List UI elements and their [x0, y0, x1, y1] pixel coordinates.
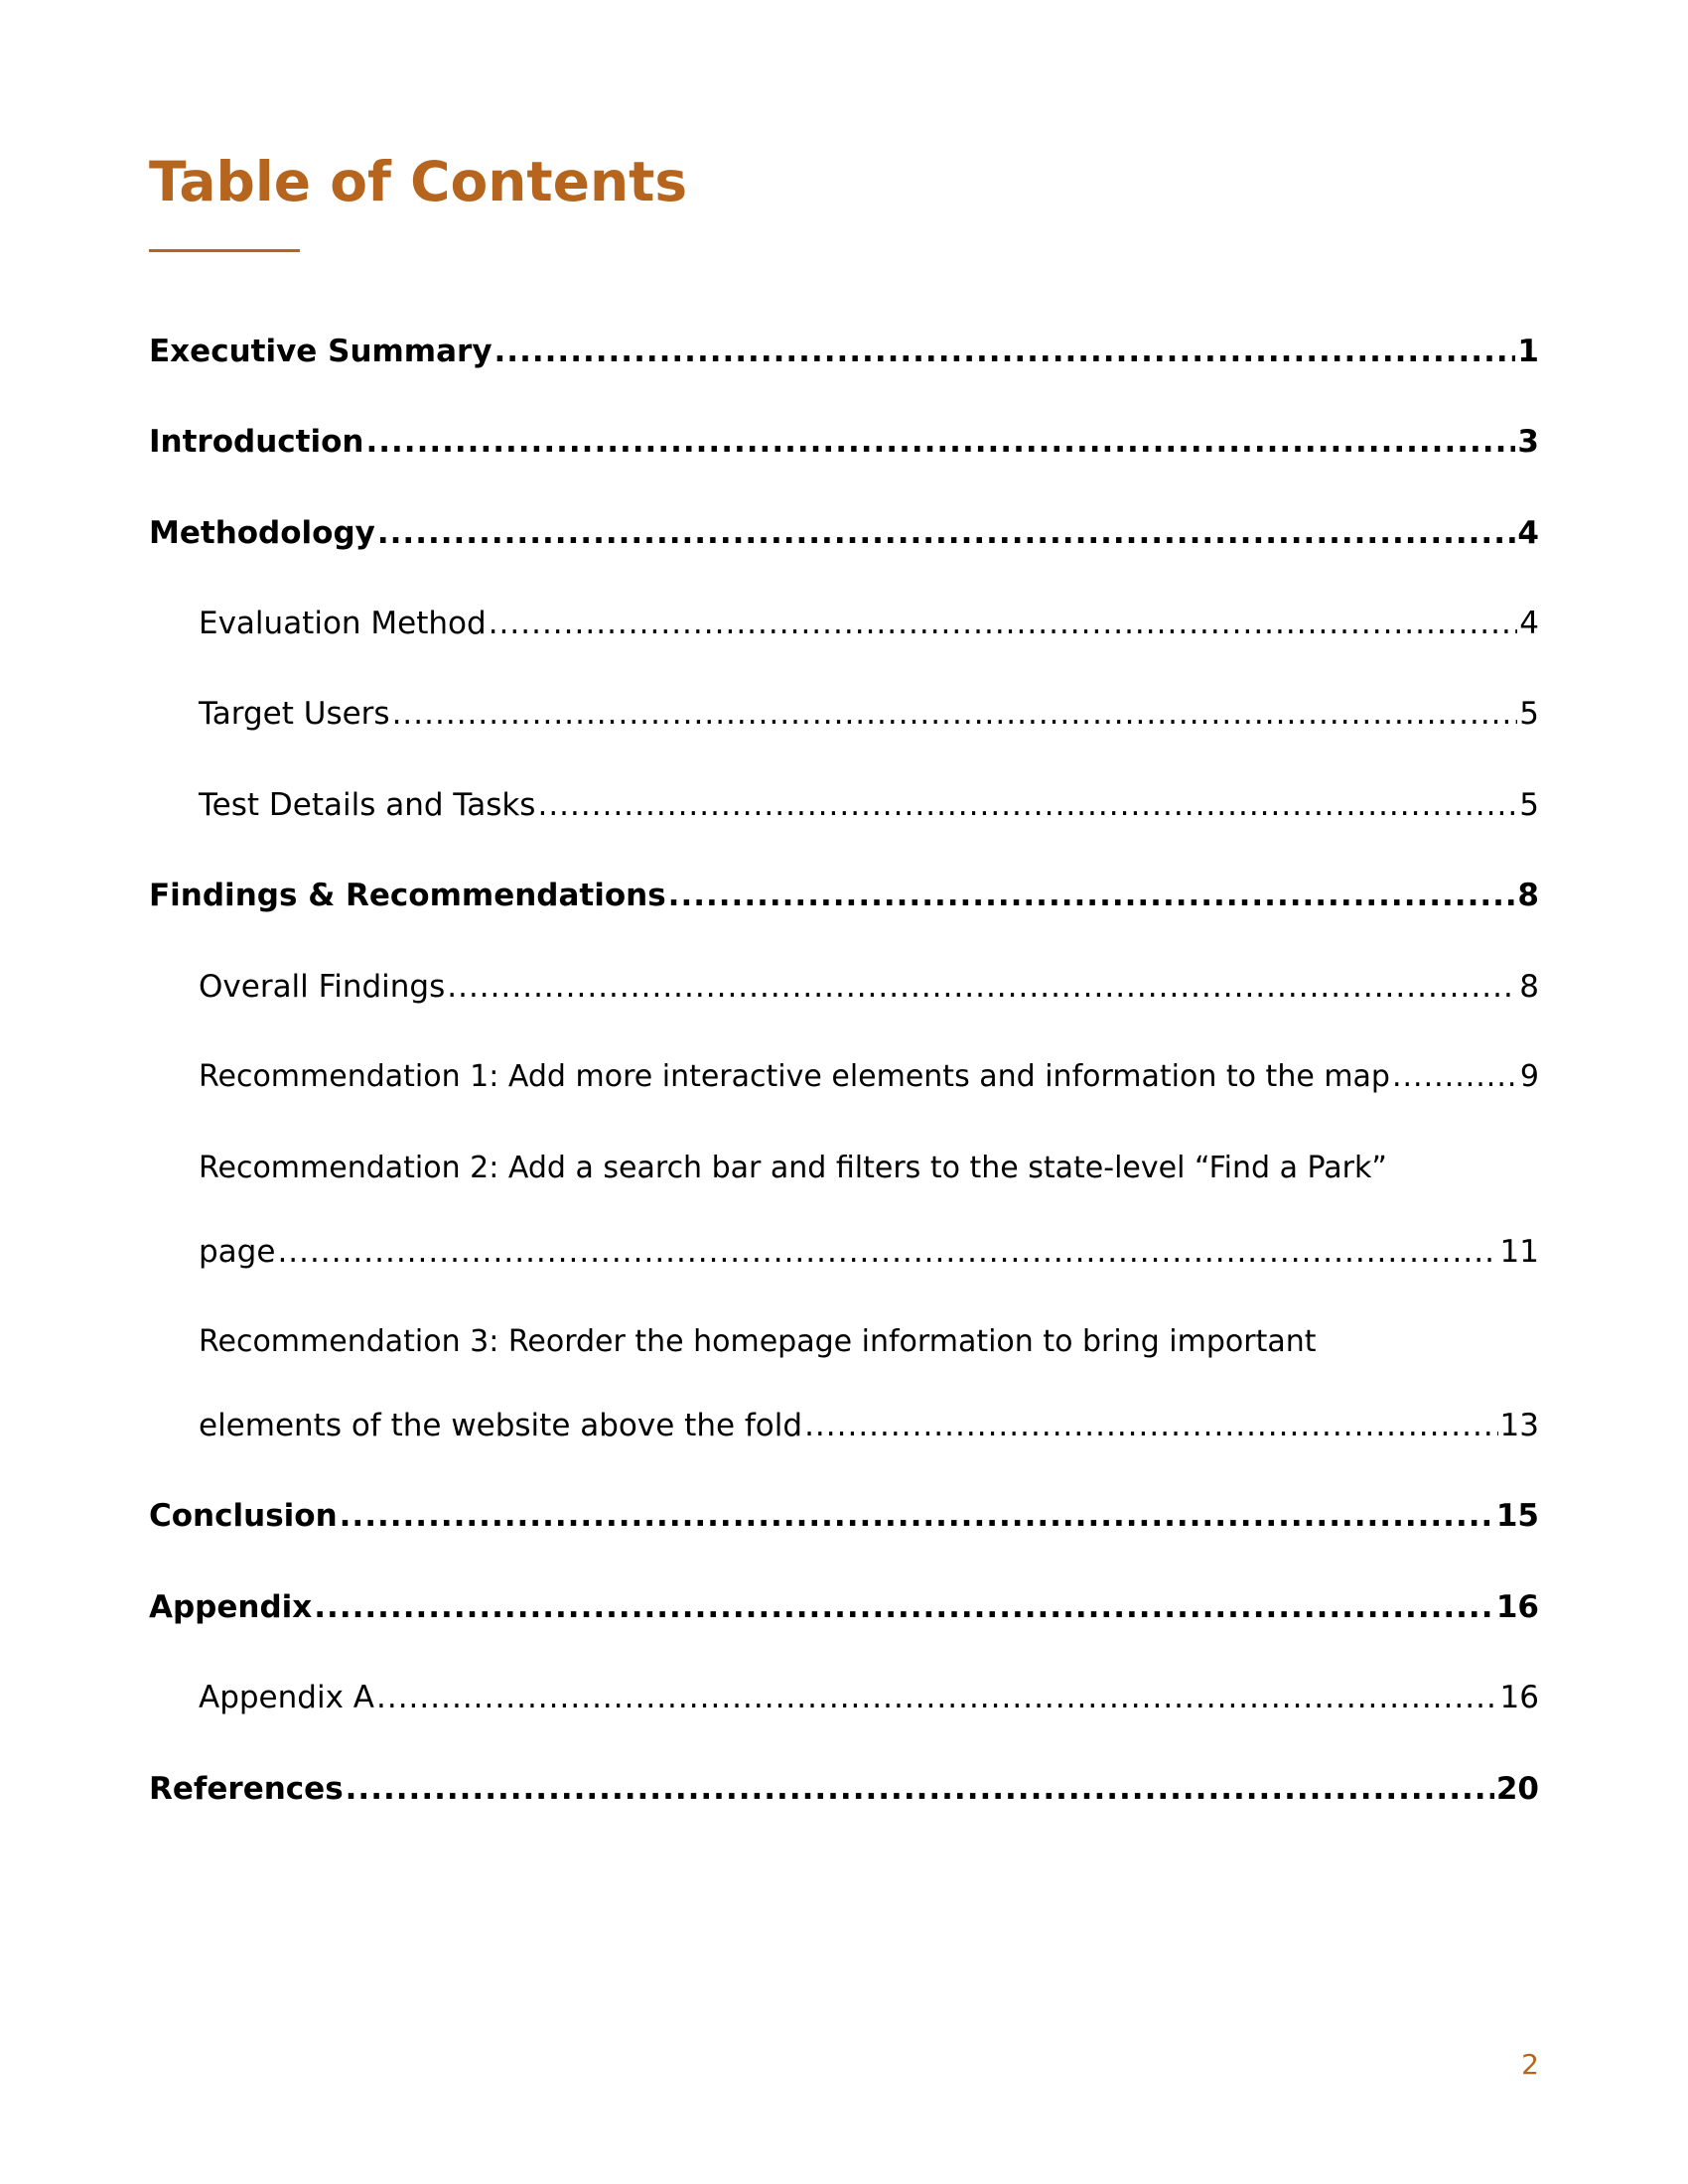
toc-dot-leader — [668, 874, 1516, 917]
toc-entry-page-number: 4 — [1519, 606, 1539, 641]
toc-entry-recommendation-2[interactable] — [149, 1230, 1539, 1274]
toc-entry-page-number: 16 — [1499, 1680, 1539, 1715]
toc-dot-leader — [346, 1767, 1494, 1811]
toc-entry-recommendation-3-line1[interactable]: Recommendation 3: Reorder the homepage information to bring important — [199, 1324, 1317, 1359]
toc-dot-leader — [494, 330, 1516, 373]
toc-dot-leader — [377, 511, 1516, 555]
toc-entry-label: Conclusion — [149, 1498, 338, 1534]
toc-entry-page-number: 8 — [1517, 878, 1539, 913]
toc-dot-leader — [1392, 1055, 1518, 1099]
toc-entry-target-users[interactable] — [149, 692, 1539, 736]
toc-entry-evaluation-method[interactable] — [149, 602, 1539, 645]
toc-dot-leader — [340, 1494, 1494, 1538]
toc-dot-leader — [392, 692, 1518, 736]
toc-entry-label: Methodology — [149, 515, 375, 551]
toc-entry-recommendation-3[interactable] — [149, 1404, 1539, 1447]
toc-entry-label: Recommendation 1: Add more interactive elements and information to the map — [199, 1059, 1390, 1094]
toc-entry-page-number: 16 — [1495, 1589, 1539, 1625]
toc-dot-leader — [489, 602, 1518, 645]
toc-entry-page-number: 4 — [1517, 515, 1539, 551]
toc-dot-leader — [365, 420, 1515, 464]
toc-dot-leader — [537, 783, 1517, 827]
toc-entry-page-number: 9 — [1519, 1059, 1539, 1094]
toc-entry-label: elements of the website above the fold — [199, 1408, 803, 1443]
toc-entry-page-number: 11 — [1499, 1234, 1539, 1270]
toc-entry-recommendation-1[interactable] — [149, 1055, 1539, 1099]
footer-page-number: 2 — [1521, 2048, 1539, 2081]
toc-entry-appendix-a[interactable] — [149, 1676, 1539, 1719]
toc-dot-leader — [447, 965, 1517, 1009]
toc-entry-page-number: 20 — [1495, 1771, 1539, 1807]
toc-entry-label: Overall Findings — [199, 969, 446, 1005]
toc-entry-label: Evaluation Method — [199, 606, 487, 641]
toc-entry-test-details-and-tasks[interactable] — [149, 783, 1539, 827]
toc-entry-methodology[interactable] — [149, 511, 1539, 555]
toc-entry-label: Findings & Recommendations — [149, 878, 666, 913]
toc-entry-label: page — [199, 1234, 276, 1270]
toc-entry-page-number: 5 — [1519, 787, 1539, 823]
toc-dot-leader — [376, 1676, 1498, 1719]
toc-dot-leader — [804, 1404, 1497, 1447]
toc-entry-executive-summary[interactable] — [149, 330, 1539, 373]
toc-entry-label: Executive Summary — [149, 334, 492, 369]
toc-entry-page-number: 8 — [1519, 969, 1539, 1005]
title-underline — [149, 249, 300, 252]
toc-entry-label: Introduction — [149, 424, 364, 460]
toc-entry-references[interactable] — [149, 1767, 1539, 1811]
toc-entry-introduction[interactable] — [149, 420, 1539, 464]
toc-entry-recommendation-2-line1[interactable]: Recommendation 2: Add a search bar and filters to the state-level “Find a Park” — [199, 1151, 1387, 1185]
toc-entry-label: Target Users — [199, 696, 390, 732]
toc-entry-page-number: 5 — [1519, 696, 1539, 732]
page-title: Table of Contents — [149, 150, 688, 213]
toc-entry-page-number: 3 — [1517, 424, 1539, 460]
toc-entry-conclusion[interactable] — [149, 1494, 1539, 1538]
toc-dot-leader — [314, 1585, 1494, 1629]
toc-entry-label: Appendix — [149, 1589, 313, 1625]
toc-entry-findings-recommendations[interactable] — [149, 874, 1539, 917]
toc-entry-page-number: 15 — [1495, 1498, 1539, 1534]
toc-entry-appendix[interactable] — [149, 1585, 1539, 1629]
toc-dot-leader — [277, 1230, 1497, 1274]
toc-entry-overall-findings[interactable] — [149, 965, 1539, 1009]
toc-entry-page-number: 1 — [1517, 334, 1539, 369]
toc-entry-label: Appendix A — [199, 1680, 374, 1715]
toc-entry-label: References — [149, 1771, 344, 1807]
toc-entry-label: Test Details and Tasks — [199, 787, 536, 823]
toc-entry-page-number: 13 — [1499, 1408, 1539, 1443]
